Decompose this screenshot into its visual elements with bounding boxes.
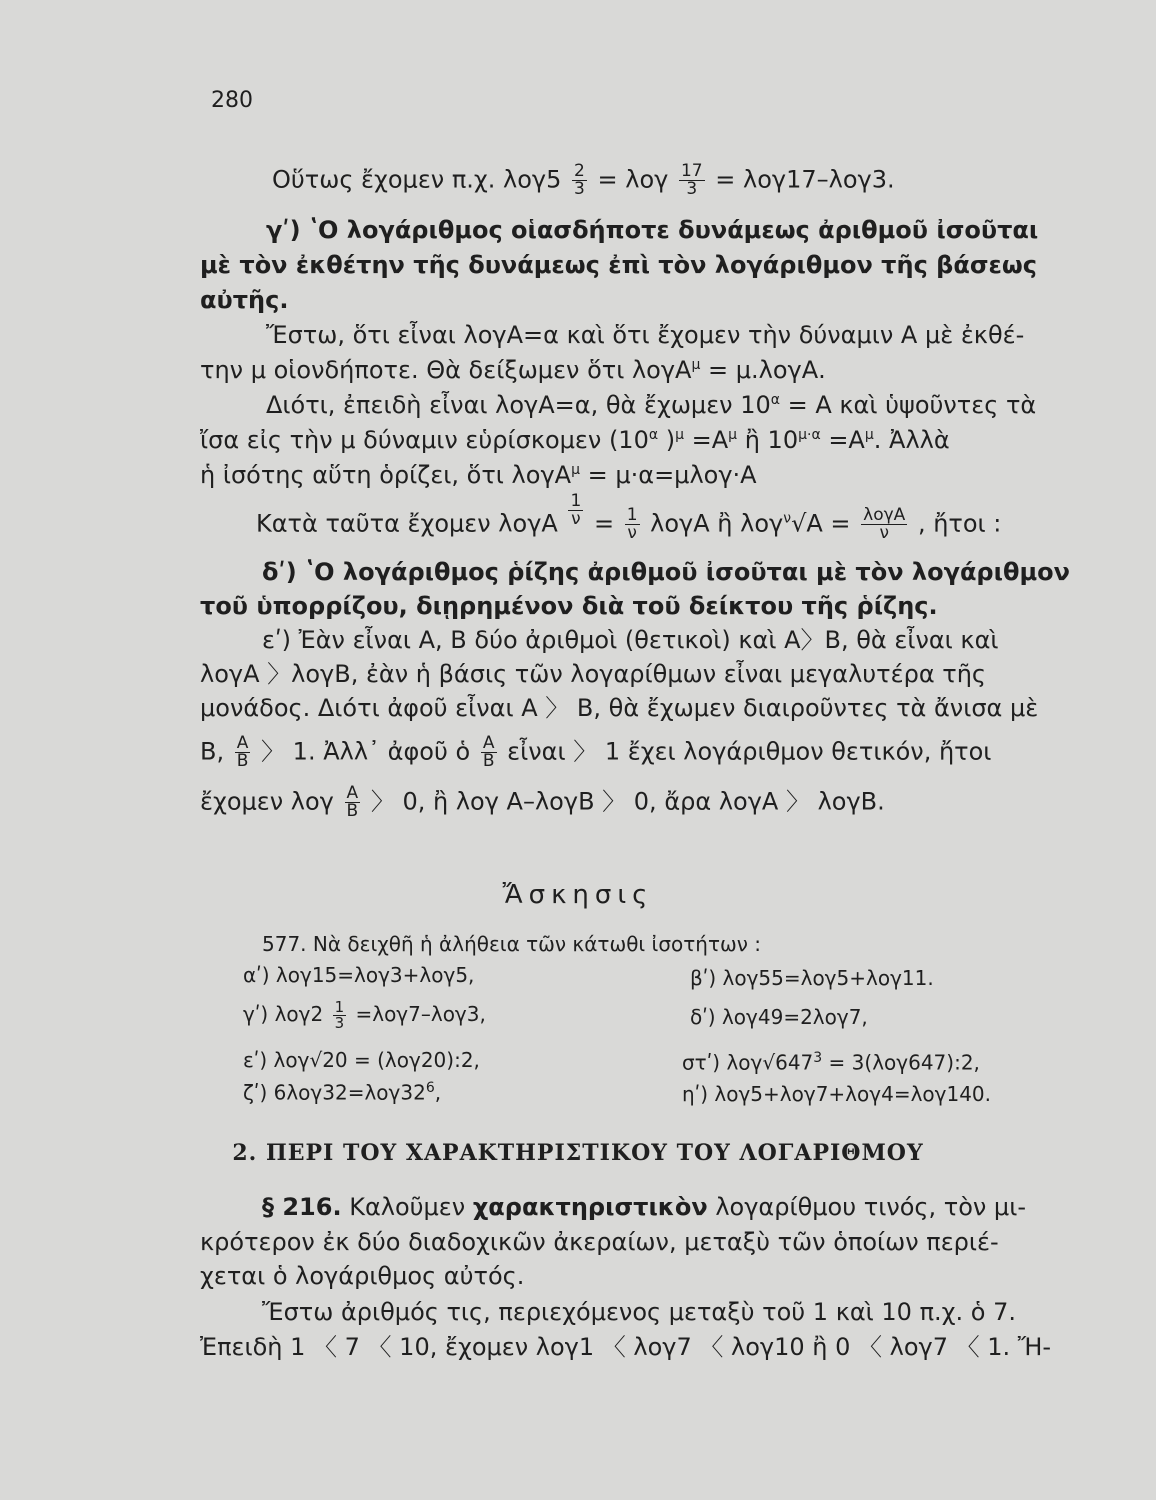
- exercise-item: δʹ) λογ49=2λογ7,: [690, 1005, 868, 1029]
- fraction: $\frac{A}{B}$: [346, 783, 359, 821]
- fraction: $\frac{2}{3}$: [574, 161, 585, 199]
- exercise-title: Ἄσκησις: [502, 880, 654, 910]
- exercise-item: εʹ) λογ√20 = (λογ20):2,: [243, 1048, 480, 1072]
- formula-line: Κατὰ ταῦτα ἔχομεν λογΑ $\frac{1}{\nu}$ = $\frac{1}{\nu}$ λογΑ ἢ λογ$^\nu$√Α = $\frac{\text{λογΑ}}{\nu}$ , ἤτοι :: [256, 491, 1002, 543]
- fraction: $\frac{1}{3}$: [334, 998, 345, 1032]
- exercise-item: αʹ) λογ15=λογ3+λογ5,: [243, 963, 475, 987]
- text-line: Ἐπειδὴ 1 〈 7 〈 10, ἔχομεν λογ1 〈 λογ7 〈 λογ10 ἢ 0 〈 λογ7 〈 1. Ἤ-: [200, 1333, 1052, 1361]
- theorem-line: αὐτῆς.: [200, 286, 289, 314]
- text-line: κρότερον ἐκ δύο διαδοχικῶν ἀκεραίων, μεταξὺ τῶν ὁποίων περιέ-: [200, 1228, 999, 1256]
- theorem-line: γʹ) ʽΟ λογάριθμος οἱασδήποτε δυνάμεως ἀριθμοῦ ἰσοῦται: [266, 216, 1039, 244]
- exercise-item: βʹ) λογ55=λογ5+λογ11.: [690, 966, 934, 990]
- text-line: εʹ) Ἐὰν εἶναι Α, Β δύο ἀριθμοὶ (θετικοὶ) καὶ Α〉Β, θὰ εἶναι καὶ: [262, 626, 999, 654]
- theorem-line: δʹ) ʽΟ λογάριθμος ῥίζης ἀριθμοῦ ἰσοῦται μὲ τὸν λογάριθμον: [262, 558, 1070, 586]
- text-line: ἴσα εἰς τὴν μ δύναμιν εὑρίσκομεν ($10^\alpha$ )$^\mu =A^\mu$ ἢ $10^{\mu\cdot\alpha} =A^\mu$. Ἀλλὰ: [200, 426, 950, 454]
- formula-line: Β, $\frac{A}{B}$ 〉 1. Ἀλλ᾽ ἀφοῦ ὁ $\frac{A}{B}$ εἶναι 〉 1 ἔχει λογάριθμον θετικόν, ἤτοι: [200, 733, 992, 771]
- text-line: λογΑ 〉λογΒ, ἐὰν ἡ βάσις τῶν λογαρίθμων εἶναι μεγαλυτέρα τῆς: [200, 660, 987, 688]
- text-line: Διότι, ἐπειδὴ εἶναι λογΑ=α, θὰ ἔχωμεν $10^\alpha = A$ καὶ ὑψοῦντες τὰ: [266, 391, 1037, 419]
- text: = λογ: [597, 165, 669, 194]
- fraction: $\frac{17}{3}$: [680, 161, 703, 199]
- section-title: 2. ΠΕΡΙ ΤΟΥ ΧΑΡΑΚΤΗΡΙΣΤΙΚΟΥ ΤΟΥ ΛΟΓΑΡΙΘΜΟΥ: [232, 1140, 924, 1166]
- fraction: $\frac{1}{\nu}$: [570, 491, 582, 529]
- fraction: $\frac{A}{B}$: [482, 733, 495, 771]
- text-line: χεται ὁ λογάριθμος αὐτός.: [200, 1262, 525, 1290]
- text: Οὕτως ἔχομεν π.χ. λογ5: [272, 165, 562, 194]
- text-line: Ἔστω ἀριθμός τις, περιεχόμενος μεταξὺ τοῦ 1 καὶ 10 π.χ. ὁ 7.: [262, 1298, 1016, 1326]
- page-number: 280: [211, 88, 253, 113]
- fraction: $\frac{A}{B}$: [236, 733, 249, 771]
- text-line: την μ οἱονδήποτε. Θὰ δείξωμεν ὅτι λογΑ$^\mu$ = μ.λογΑ.: [200, 356, 826, 384]
- exercise-item: στʹ) $\lambda o\gamma√647^3$ = 3(λογ647):2,: [682, 1050, 980, 1075]
- formula-line: ἔχομεν λογ $\frac{A}{B}$ 〉 0, ἢ λογ Α–λογΒ 〉 0, ἄρα λογΑ 〉 λογΒ.: [200, 783, 885, 821]
- text-line: Ἔστω, ὅτι εἶναι λογΑ=α καὶ ὅτι ἔχομεν τὴν δύναμιν Α μὲ ἐκθέ-: [266, 321, 1025, 349]
- exercise-item: ηʹ) λογ5+λογ7+λογ4=λογ140.: [682, 1082, 992, 1106]
- exercise-item: ζʹ) $6\lambda o\gamma 32=\lambda o\gamma 32^6$,: [243, 1080, 442, 1105]
- fraction: $\frac{1}{\nu}$: [626, 505, 638, 543]
- text-line: § 216. Καλοῦμεν χαρακτηριστικὸν λογαρίθμου τινός, τὸν μι-: [262, 1193, 1026, 1221]
- exercise-item: γʹ) λογ2 $\frac{1}{3}$ =λογ7–λογ3,: [243, 998, 486, 1032]
- fraction: $\frac{\text{λογΑ}}{\nu}$: [863, 505, 906, 543]
- term: χαρακτηριστικὸν: [472, 1193, 708, 1221]
- text-line: [272, 163, 895, 198]
- text-line: ἡ ἰσότης αὕτη ὁρίζει, ὅτι λογΑ$^\mu$ = μ·α=μλογ·Α: [200, 461, 757, 489]
- theorem-line: τοῦ ὑπορρίζου, διῃρημένον διὰ τοῦ δείκτου τῆς ῥίζης.: [200, 592, 938, 620]
- text: = λογ17–λογ3.: [715, 165, 895, 194]
- theorem-line: μὲ τὸν ἐκθέτην τῆς δυνάμεως ἐπὶ τὸν λογάριθμον τῆς βάσεως: [200, 251, 1037, 279]
- text-line: μονάδος. Διότι ἀφοῦ εἶναι Α 〉 Β, θὰ ἔχωμεν διαιροῦντες τὰ ἄνισα μὲ: [200, 694, 1039, 722]
- paragraph-number: § 216.: [262, 1193, 342, 1221]
- exercise-intro: 577. Νὰ δειχθῆ ἡ ἀλήθεια τῶν κάτωθι ἰσοτήτων :: [262, 932, 762, 956]
